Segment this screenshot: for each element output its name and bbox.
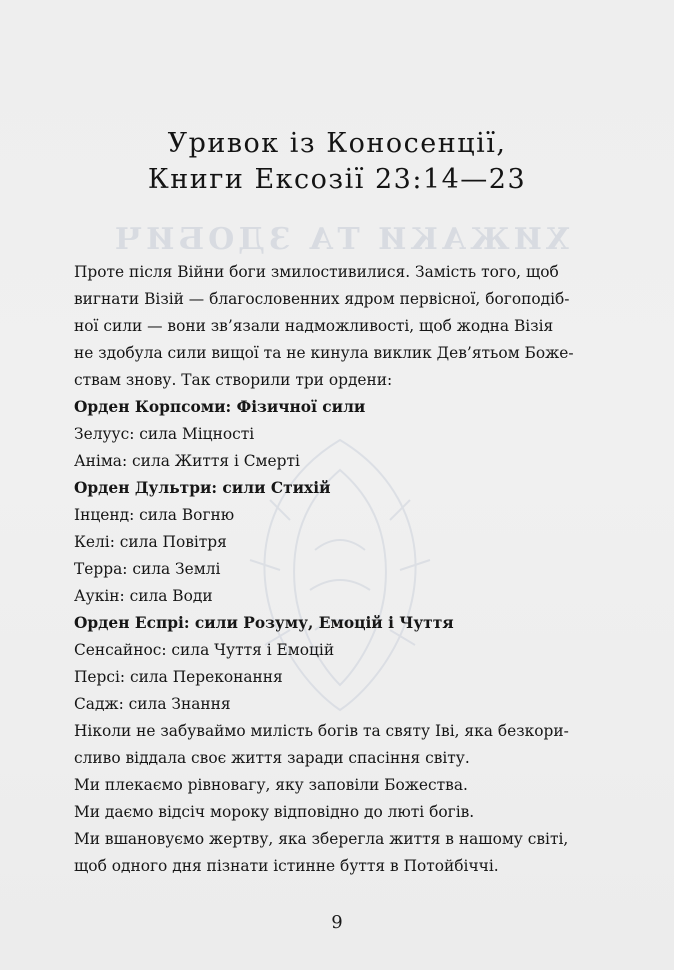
closing-line: Ми плекаємо рівновагу, яку заповіли Божества. (74, 776, 468, 794)
page-number: 9 (331, 912, 343, 933)
closing-line: Ніколи не забуваймо милість богів та святу Іві, яка безкори- (74, 722, 569, 740)
page-title (0, 126, 674, 198)
intro-line: вигнати Візій — благословенних ядром первісної, богоподіб- (74, 290, 570, 308)
order-member: Інценд: сила Вогню (74, 506, 235, 524)
order-heading: Орден Корпсоми: Фізичної сили (74, 398, 366, 416)
closing-line: щоб одного дня пізнати істинне буття в Потойбіччі. (74, 857, 499, 875)
intro-line: ствам знову. Так створили три ордени: (74, 371, 393, 389)
closing-line: Ми даємо відсіч мороку відповідно до люті богів. (74, 803, 475, 821)
intro-line: Проте після Війни боги змилостивилися. Замість того, щоб (74, 263, 559, 281)
order-member: Персі: сила Переконання (74, 668, 283, 686)
order-member: Садж: сила Знання (74, 695, 231, 713)
order-heading: Орден Дультри: сили Стихій (74, 479, 331, 497)
order-member: Зелуус: сила Міцності (74, 425, 255, 443)
order-heading: Орден Еспрі: сили Розуму, Емоцій і Чуття (74, 614, 454, 632)
order-member: Сенсайнос: сила Чуття і Емоцій (74, 641, 335, 659)
title-line-1: Уривок із Коносенції, (167, 128, 507, 159)
intro-line: не здобула сили вищої та не кинула виклик Дев’ятьом Боже- (74, 344, 574, 362)
order-member: Келі: сила Повітря (74, 533, 227, 551)
closing-line: сливо віддала своє життя заради спасіння світу. (74, 749, 470, 767)
body-text (74, 259, 606, 880)
order-member: Терра: сила Землі (74, 560, 221, 578)
closing-line: Ми вшановуємо жертву, яка зберегла життя в нашому світі, (74, 830, 569, 848)
order-member: Аукін: сила Води (74, 587, 213, 605)
order-member: Аніма: сила Життя і Смерті (74, 452, 300, 470)
bleed-through-heading: ХИЖАКИ ТА ЗДОБИЧ (110, 222, 570, 257)
title-line-2: Книги Ексозії 23:14—23 (147, 164, 527, 195)
intro-line: ної сили — вони зв’язали надможливості, щоб жодна Візія (74, 317, 554, 335)
